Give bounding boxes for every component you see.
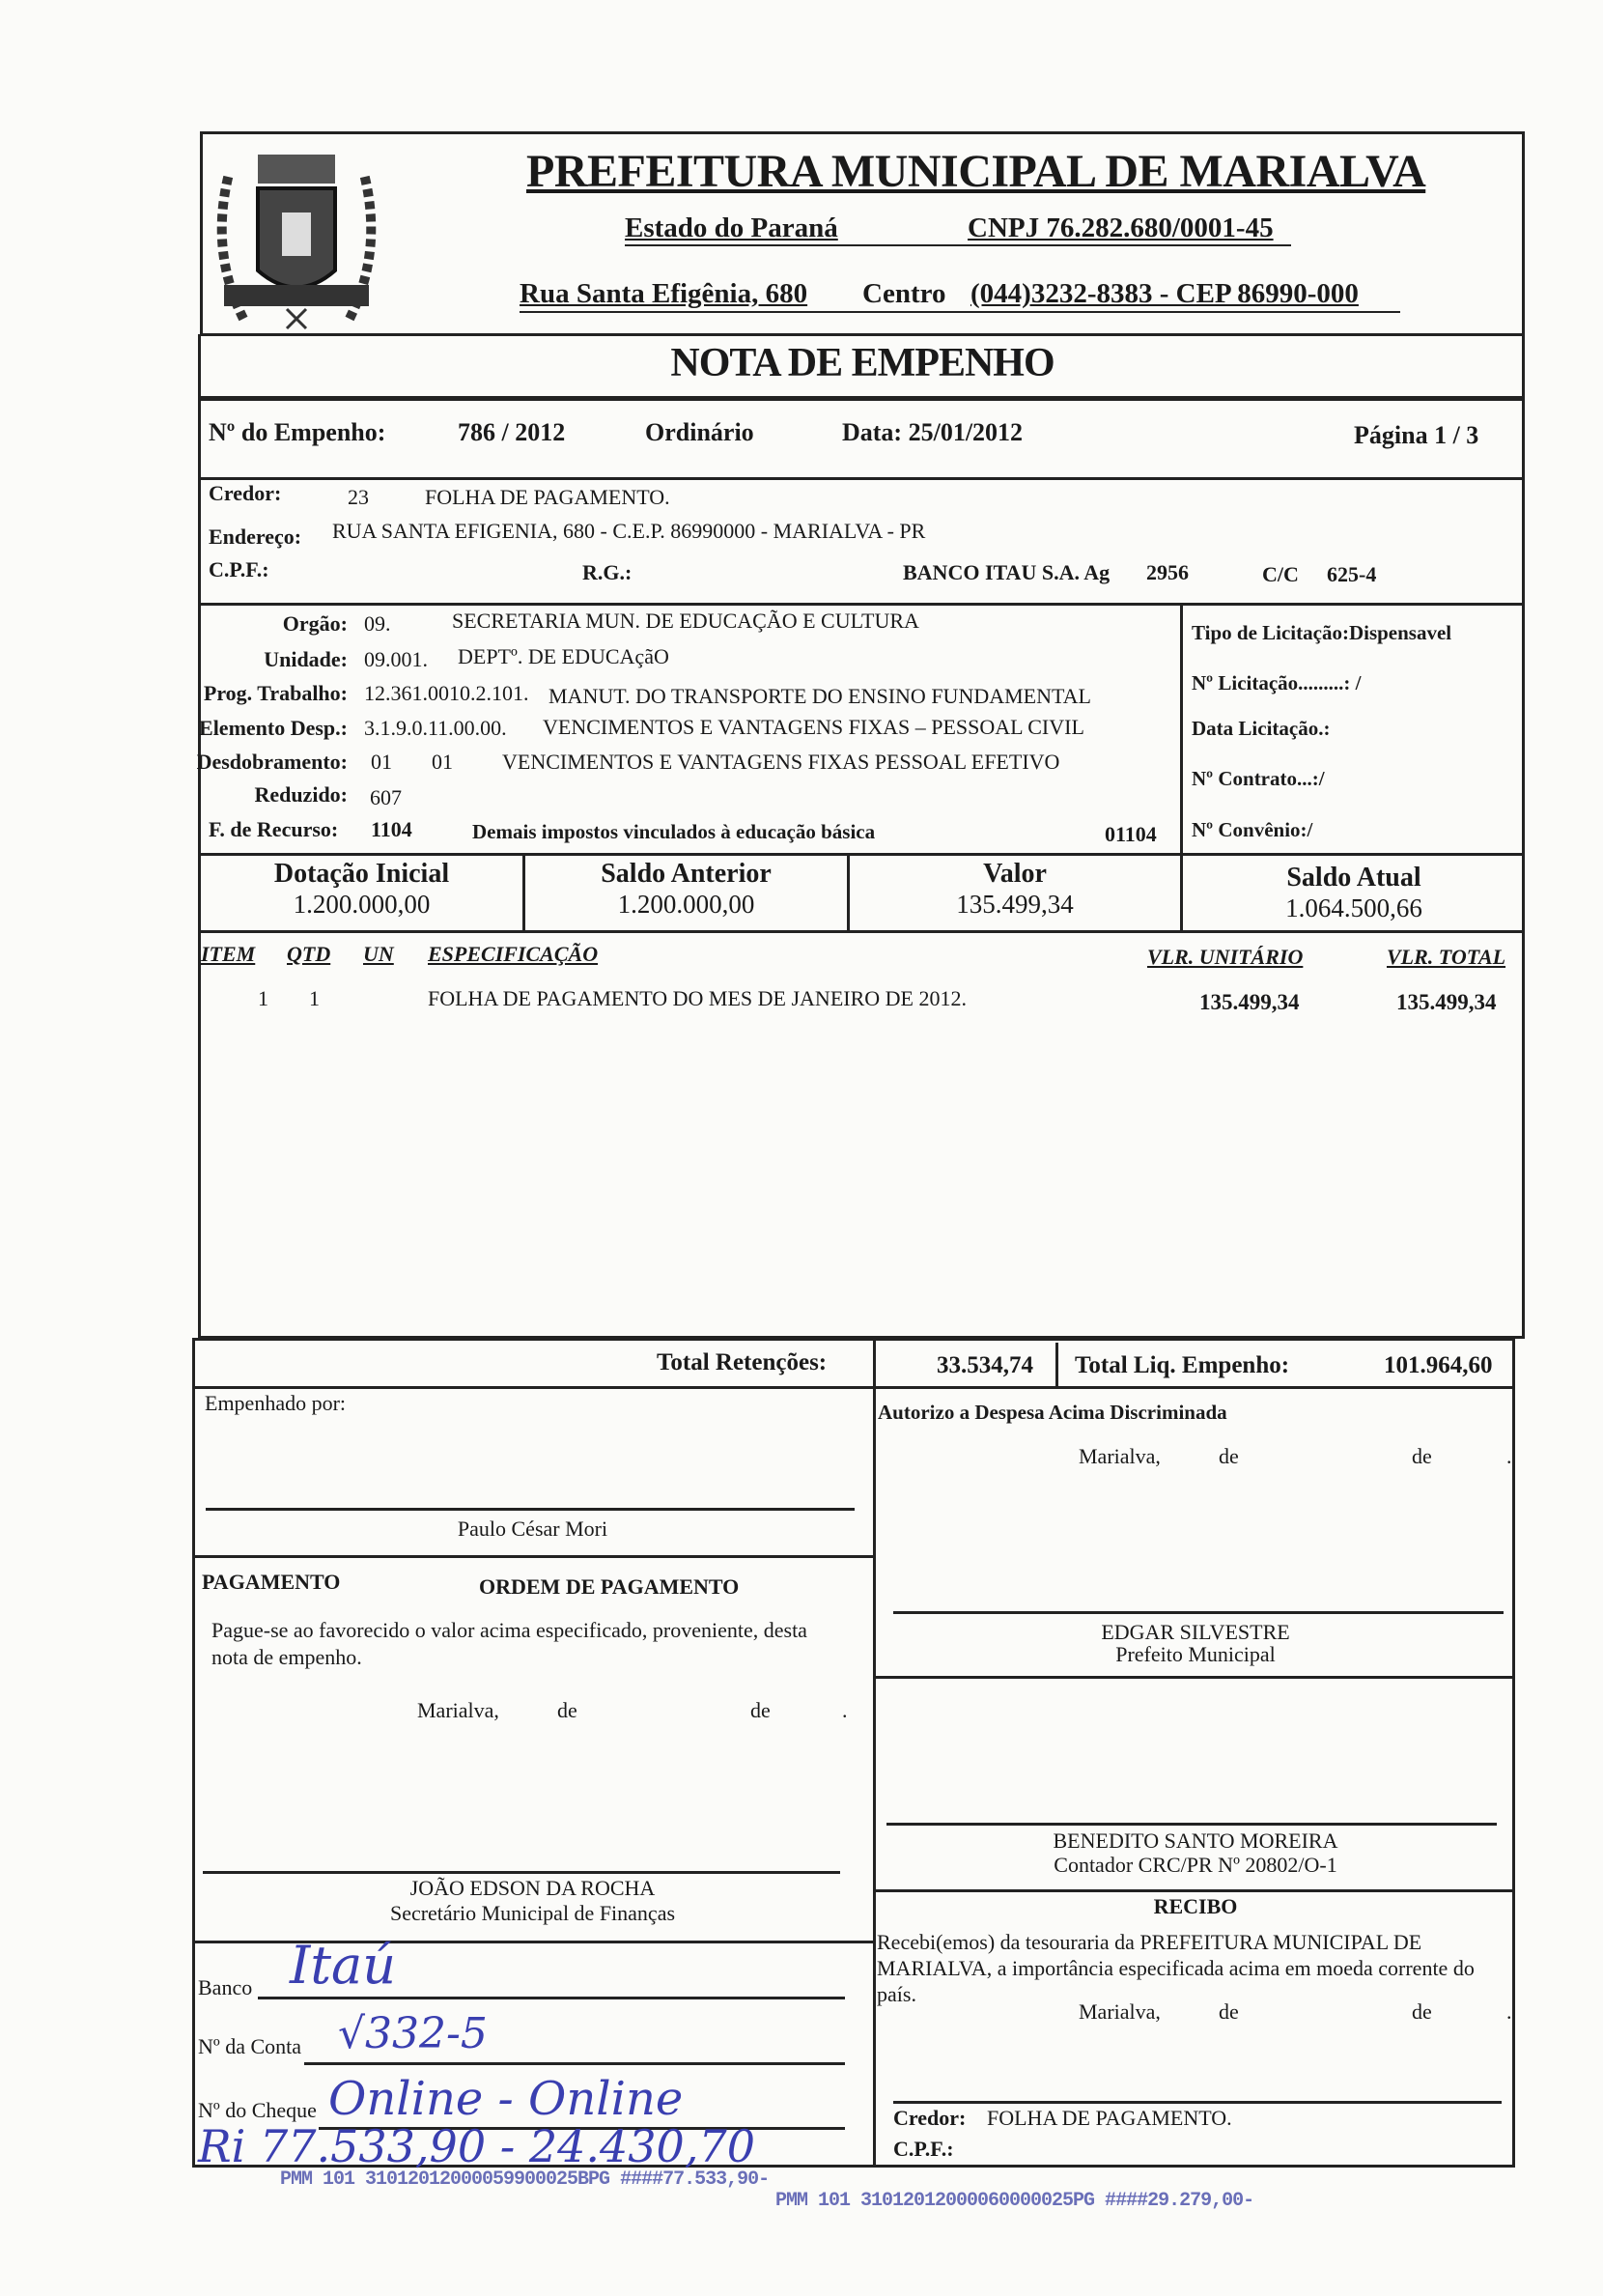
unidade-label: Unidade: — [264, 647, 348, 671]
prefeito-role: Prefeito Municipal — [1115, 1642, 1276, 1666]
empenho-number: 786 / 2012 — [458, 418, 566, 446]
saldo-label: Dotação Inicial — [273, 859, 450, 889]
cell-unit: 135.499,34 — [1199, 990, 1300, 1014]
secretario-role: Secretário Municipal de Finanças — [389, 1901, 676, 1925]
num-contrato: Nº Contrato...:/ — [1192, 767, 1325, 790]
divider — [192, 1555, 873, 1558]
recibo-credor-label: Credor: — [893, 2106, 967, 2130]
saldo-dotacao-inicial — [201, 859, 522, 920]
recurso-name: Demais impostos vinculados à educação básica — [472, 820, 876, 843]
divider — [873, 1676, 1515, 1679]
credor-code: 23 — [348, 485, 369, 509]
saldo-value: 135.499,34 — [956, 890, 1074, 919]
address-label: Endereço: — [209, 524, 302, 549]
pagamento-text: Pague-se ao favorecido o valor acima especificado, proveniente, desta — [211, 1618, 807, 1642]
credor-cc: 625-4 — [1327, 562, 1377, 586]
orgao-code: 09. — [364, 611, 391, 636]
recibo-text: país. — [877, 1982, 916, 2006]
col-header-unit: VLR. UNITÁRIO — [1147, 945, 1304, 969]
elemento-code: 3.1.9.0.11.00.00. — [364, 716, 507, 740]
cpf-label: C.P.F.: — [209, 557, 269, 581]
saldo-valor — [850, 859, 1180, 920]
saldo-value: 1.200.000,00 — [293, 890, 431, 919]
col-header-un: UN — [363, 942, 394, 966]
reduzido-label: Reduzido: — [254, 782, 348, 807]
banco-line — [258, 1997, 845, 1999]
saldo-atual — [1183, 863, 1525, 923]
cell-item: 1 — [258, 986, 268, 1010]
rg-label: R.G.: — [582, 560, 633, 584]
cell-spec: FOLHA DE PAGAMENTO DO MES DE JANEIRO DE 2012. — [428, 986, 967, 1010]
orgao-name: SECRETARIA MUN. DE EDUCAÇÃO E CULTURA — [452, 609, 919, 633]
pagamento-label: PAGAMENTO — [202, 1570, 341, 1594]
pagamento-city: Marialva, — [417, 1698, 499, 1722]
col-header-spec: ESPECIFICAÇÃO — [428, 942, 599, 966]
autorizo-dot: . — [1506, 1444, 1512, 1468]
unidade-name: DEPTº. DE EDUCAçãO — [458, 644, 669, 668]
signature-line — [886, 1823, 1497, 1826]
conta-line — [304, 2062, 845, 2065]
recibo-title: RECIBO — [1153, 1894, 1238, 1918]
header-cnpj: CNPJ 76.282.680/0001-45 — [968, 213, 1274, 243]
empenhado-label: Empenhado por: — [205, 1391, 347, 1415]
saldo-label: Saldo Anterior — [601, 859, 772, 889]
elemento-label: Elemento Desp.: — [199, 716, 348, 740]
desdobramento-code1: 01 — [371, 750, 392, 774]
secretario-name: JOÃO EDSON DA ROCHA — [409, 1876, 656, 1900]
pagamento-de: de — [750, 1698, 771, 1722]
credor-address: RUA SANTA EFIGENIA, 680 - C.E.P. 86990000 - MARIALVA - PR — [332, 519, 926, 543]
bank-stamp: PMM 101 31012012000060000025PG ####29.279,00- — [775, 2190, 1254, 2212]
prog-label: Prog. Trabalho: — [203, 681, 348, 705]
cheque-handwritten: Online - Online — [328, 2072, 684, 2126]
unidade-code: 09.001. — [364, 647, 428, 671]
banco-handwritten: Itaú — [290, 1935, 397, 1996]
signature-line — [203, 1871, 840, 1874]
valores-handwritten: Ri 77.533,90 - 24.430,70 — [198, 2120, 755, 2172]
empenhado-name: Paulo César Mori — [457, 1516, 608, 1541]
divider — [873, 1889, 1515, 1892]
total-retencoes-label: Total Retenções: — [657, 1349, 828, 1375]
recibo-de: de — [1412, 1999, 1432, 2024]
recurso-code2: 01104 — [1105, 822, 1157, 846]
page-indicator: Página 1 / 3 — [1354, 421, 1479, 449]
recurso-label: F. de Recurso: — [209, 817, 339, 841]
underline — [625, 244, 1291, 246]
reduzido-value: 607 — [370, 785, 402, 809]
tipo-licitacao: Tipo de Licitação:Dispensavel — [1192, 621, 1452, 644]
prog-code: 12.361.0010.2.101. — [364, 681, 529, 705]
total-liq-value: 101.964,60 — [1384, 1352, 1493, 1378]
cell-qtd: 1 — [309, 986, 320, 1010]
divider — [192, 1386, 1515, 1389]
autorizo-de: de — [1219, 1444, 1239, 1468]
autorizo-de: de — [1412, 1444, 1432, 1468]
header-title: PREFEITURA MUNICIPAL DE MARIALVA — [526, 146, 1426, 197]
saldo-value: 1.064.500,66 — [1285, 893, 1422, 922]
ordem-pagamento-title: ORDEM DE PAGAMENTO — [479, 1574, 740, 1599]
recibo-dot: . — [1506, 1999, 1512, 2024]
credor-bank: BANCO ITAU S.A. Ag — [903, 560, 1111, 584]
cc-label: C/C — [1262, 562, 1299, 586]
cell-total: 135.499,34 — [1396, 990, 1497, 1014]
bank-stamp: PMM 101 31012012000059900025BPG ####77.533,90- — [280, 2168, 770, 2191]
total-retencoes-value: 33.534,74 — [937, 1352, 1033, 1378]
col-header-qtd: QTD — [287, 942, 331, 966]
total-liq-label: Total Liq. Empenho: — [1075, 1352, 1290, 1378]
num-convenio: Nº Convênio:/ — [1192, 818, 1313, 841]
pagamento-dot: . — [842, 1698, 848, 1722]
recibo-text: Recebi(emos) da tesouraria da PREFEITURA MUNICIPAL DE — [877, 1930, 1422, 1954]
divider — [198, 930, 1525, 933]
divider — [198, 603, 1525, 606]
empenho-type: Ordinário — [645, 418, 754, 446]
doc-title: NOTA DE EMPENHO — [670, 341, 1055, 385]
recurso-code: 1104 — [371, 817, 412, 841]
header-address: Rua Santa Efigênia, 680 — [520, 278, 808, 309]
recibo-credor: FOLHA DE PAGAMENTO. — [987, 2106, 1232, 2130]
data-licitacao: Data Licitação.: — [1192, 717, 1331, 740]
contador-name: BENEDITO SANTO MOREIRA — [1053, 1828, 1338, 1853]
col-header-item: ITEM — [201, 942, 256, 966]
signature-line — [893, 1611, 1504, 1614]
recibo-de: de — [1219, 1999, 1239, 2024]
header-state: Estado do Paraná — [625, 213, 838, 243]
empenho-label: Nº do Empenho: — [209, 418, 386, 446]
divider — [198, 853, 1525, 856]
pagamento-de: de — [557, 1698, 577, 1722]
desdobramento-label: Desdobramento: — [196, 750, 348, 774]
divider — [198, 477, 1525, 480]
divider — [1055, 1343, 1058, 1386]
header-district: Centro — [862, 278, 946, 309]
credor-label: Credor: — [209, 481, 282, 505]
header-phone-cep: (044)3232-8383 - CEP 86990-000 — [970, 278, 1359, 309]
recibo-city: Marialva, — [1079, 1999, 1161, 2024]
num-licitacao: Nº Licitação.........: / — [1192, 671, 1362, 694]
col-header-total: VLR. TOTAL — [1387, 945, 1506, 969]
underline — [520, 311, 1400, 313]
credor-name: FOLHA DE PAGAMENTO. — [425, 485, 670, 509]
saldo-label: Saldo Atual — [1286, 863, 1421, 893]
saldo-label: Valor — [983, 859, 1047, 889]
orgao-label: Orgão: — [282, 611, 348, 636]
empenho-date: Data: 25/01/2012 — [842, 418, 1024, 446]
contador-role: Contador CRC/PR Nº 20802/O-1 — [1054, 1853, 1337, 1877]
elemento-name: VENCIMENTOS E VANTAGENS FIXAS – PESSOAL CIVIL — [543, 715, 1084, 739]
divider — [873, 1338, 876, 2168]
pagamento-text: nota de empenho. — [211, 1645, 362, 1669]
cheque-label: Nº do Cheque — [198, 2098, 317, 2122]
desdobramento-name: VENCIMENTOS E VANTAGENS FIXAS PESSOAL EFETIVO — [502, 750, 1060, 774]
saldo-value: 1.200.000,00 — [617, 890, 755, 919]
signature-line — [893, 2101, 1502, 2104]
desdobramento-code2: 01 — [432, 750, 453, 774]
recibo-cpf-label: C.P.F.: — [893, 2137, 954, 2161]
prefeito-name: EDGAR SILVESTRE — [1101, 1620, 1290, 1644]
banco-label: Banco — [198, 1975, 253, 1999]
recibo-text: MARIALVA, a importância especificada acima em moeda corrente do — [877, 1956, 1475, 1980]
autorizo-label: Autorizo a Despesa Acima Discriminada — [878, 1401, 1227, 1424]
conta-handwritten: √332-5 — [338, 2009, 488, 2058]
municipal-seal-logo — [205, 135, 388, 333]
saldo-anterior — [525, 859, 847, 920]
credor-agency: 2956 — [1146, 560, 1189, 584]
conta-label: Nº da Conta — [198, 2034, 302, 2058]
autorizo-city: Marialva, — [1079, 1444, 1161, 1468]
signature-line — [206, 1508, 855, 1511]
prog-name: MANUT. DO TRANSPORTE DO ENSINO FUNDAMENTAL — [548, 684, 1091, 708]
